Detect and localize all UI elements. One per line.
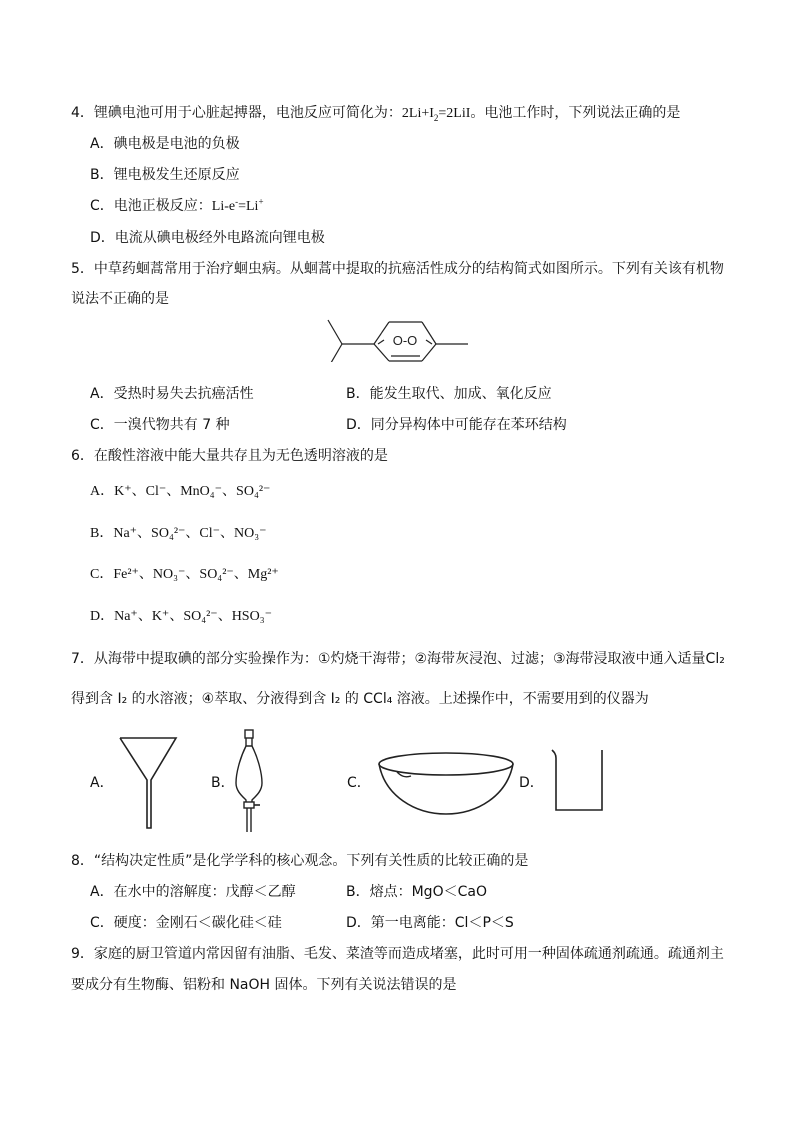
q5-bridge-bond (378, 340, 384, 344)
q8-option-d: D．第一电离能：Cl＜P＜S (346, 915, 514, 931)
q5-ring-bond (422, 322, 436, 344)
funnel-icon (118, 736, 180, 832)
q4-eq-part1: 2Li+I (401, 106, 434, 121)
evaporating-dish-icon (375, 750, 517, 816)
q6-stem: 6．在酸性溶液中能大量共存且为无色透明溶液的是 (71, 448, 388, 464)
q6-option-d: D．Na⁺、K⁺、SO₄²⁻、HSO₃⁻ (90, 609, 272, 624)
q8-stem: 8．“结构决定性质”是化学学科的核心观念。下列有关性质的比较正确的是 (71, 853, 529, 869)
q4-option-d: D．电流从碘电极经外电路流向锂电极 (90, 230, 325, 246)
q8-row1 (90, 883, 487, 901)
q5-bridge-bond (426, 340, 432, 344)
q8-option-c: C．硬度：金刚石＜碳化硅＜硅 (90, 915, 282, 931)
q5-structure-figure (322, 316, 472, 362)
q5-ring-bond (422, 344, 436, 361)
separatory-funnel-icon (230, 728, 270, 834)
q4-eq-sub: 2 (433, 112, 439, 123)
q5-bond (328, 320, 342, 344)
q8-row2 (90, 914, 514, 932)
q4-stem-text: 4．锂碘电池可用于心脏起搏器，电池反应可简化为： (71, 105, 402, 121)
q9-stem-line1: 9．家庭的厨卫管道内常因留有油脂、毛发、菜渣等而造成堵塞，此时可用一种固体疏通剂疏通。疏通剂主 (71, 946, 724, 962)
q7-stem-line1: 7．从海带中提取碘的部分实验操作为：①灼烧干海带；②海带灰浸泡、过滤；③海带浸取液中通入适量Cl₂ (71, 651, 725, 667)
q6-option-a: A．K⁺、Cl⁻、MnO₄⁻、SO₄²⁻ (90, 484, 271, 499)
q4-c-sup1: - (235, 196, 239, 207)
q4-option-c-equation (211, 196, 264, 214)
q4-eq-part2: =2LiI (438, 106, 471, 121)
q5-row2 (90, 416, 567, 434)
q5-ring-bond (374, 322, 389, 344)
q5-stem-line1: 5．中草药蛔蒿常用于治疗蛔虫病。从蛔蒿中提取的抗癌活性成分的结构简式如图所示。下列有关该有机物 (71, 261, 724, 277)
q5-row1 (90, 385, 552, 403)
q4-equation (402, 106, 471, 121)
q8-option-b: B．熔点：MgO＜CaO (346, 884, 487, 900)
q7-label-c: C． (347, 775, 371, 791)
q4-option-c (90, 197, 264, 216)
q4-c-eq1: Li-e (211, 199, 236, 214)
q5-peroxide-label: O-O (392, 333, 418, 348)
q7-label-b: B． (211, 775, 235, 791)
q4-c-eq2: =Li (238, 199, 259, 214)
q8-option-a: A．在水中的溶解度：戊醇＜乙醇 (90, 884, 296, 900)
q7-stem-line2: 得到含 I₂ 的水溶液；④萃取、分液得到含 I₂ 的 CCl₄ 溶液。上述操作中，不需要用到的仪器为 (71, 691, 649, 707)
q5-option-b: B．能发生取代、加成、氧化反应 (346, 386, 552, 402)
q5-option-d: D．同分异构体中可能存在苯环结构 (346, 417, 567, 433)
beaker-icon (548, 748, 606, 814)
q4-option-a: A．碘电极是电池的负极 (90, 136, 240, 152)
q5-bond (328, 344, 342, 362)
q5-ring-bond (374, 344, 389, 361)
q4-stem-tail: 。电池工作时，下列说法正确的是 (470, 105, 681, 121)
q4-c-sup2: + (258, 196, 264, 207)
q9-stem-line2: 要成分有生物酶、铝粉和 NaOH 固体。下列有关说法错误的是 (71, 977, 457, 993)
q4-option-c-label: C．电池正极反应： (90, 198, 212, 214)
q5-stem-line2: 说法不正确的是 (71, 291, 169, 307)
q4-option-b: B．锂电极发生还原反应 (90, 167, 240, 183)
q4-stem (71, 104, 680, 123)
q6-option-b: B．Na⁺、SO₄²⁻、Cl⁻、NO₃⁻ (90, 526, 267, 541)
q5-option-a: A．受热时易失去抗癌活性 (90, 386, 254, 402)
q5-option-c: C．一溴代物共有 7 种 (90, 417, 230, 433)
q7-label-a: A． (90, 775, 114, 791)
q6-option-c: C．Fe²⁺、NO₃⁻、SO₄²⁻、Mg²⁺ (90, 567, 279, 582)
q7-label-d: D． (519, 775, 544, 791)
